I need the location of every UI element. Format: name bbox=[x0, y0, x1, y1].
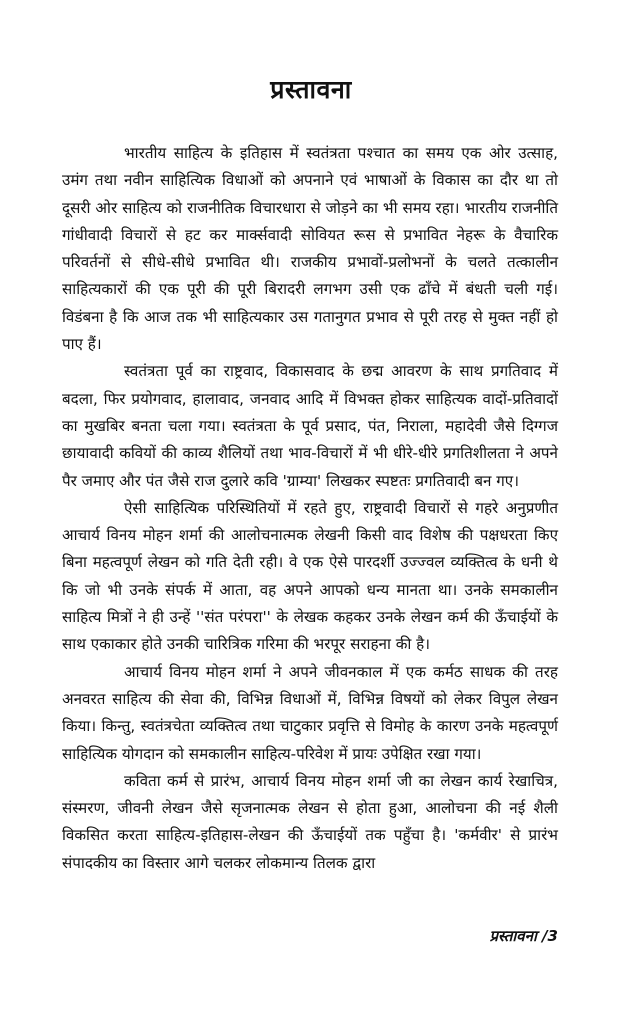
paragraph-2: स्वतंत्रता पूर्व का राष्ट्रवाद, विकासवाद के छद्म आवरण के साथ प्रगतिवाद में बदला, फिर प्रयोगवाद, हालावाद, जनवाद आदि में विभक्त होकर साहित्यक वादों-प्रतिवादों का मुखबिर बनता चला गया। स्वतंत्रता के पूर्व प्रसाद, पंत, निराला, महादेवी जैसे दिग्गज छायावादी कवियों की काव्य शैलियों तथा भाव-विचारों में भी धीरे-धीरे प्रगतिशीलता ने अपने पैर जमाए और पंत जैसे राज दुलारे कवि 'ग्राम्या' लिखकर स्पष्टतः प्रगतिवादी बन गए। bbox=[62, 362, 558, 490]
body-text bbox=[62, 140, 558, 877]
paragraph-4: आचार्य विनय मोहन शर्मा ने अपने जीवनकाल में एक कर्मठ साधक की तरह अनवरत साहित्य की सेवा की, विभिन्न विधाओं में, विभिन्न विषयों को लेकर विपुल लेखन किया। किन्तु, स्वतंत्रचेता व्यक्तित्व तथा चाटुकार प्रवृत्ति से विमोह के कारण उनके महत्वपूर्ण साहित्यिक योगदान को समकालीन साहित्य-परिवेश में प्रायः उपेक्षित रखा गया। bbox=[62, 662, 558, 763]
paragraph-5: कविता कर्म से प्रारंभ, आचार्य विनय मोहन शर्मा जी का लेखन कार्य रेखाचित्र, संस्मरण, जीवनी लेखन जैसे सृजनात्मक लेखन से होता हुआ, आलोचना की नई शैली विकसित करता साहित्य-इतिहास-लेखन की ऊँचाईयों तक पहुँचा है। 'कर्मवीर' से प्रारंभ संपादकीय का विस्तार आगे चलकर लोकमान्य तिलक द्वारा bbox=[62, 771, 558, 872]
page-footer: प्रस्तावना /3 bbox=[489, 927, 558, 945]
paragraph-1: भारतीय साहित्य के इतिहास में स्वतंत्रता पश्चात का समय एक ओर उत्साह, उमंग तथा नवीन साहित्यिक विधाओं को अपनाने एवं भाषाओं के विकास का दौर था तो दूसरी ओर साहित्य को राजनीतिक विचारधारा से जोड़ने का भी समय रहा। भारतीय राजनीति गांधीवादी विचारों से हट कर मार्क्सवादी सोवियत रूस से प्रभावित नेहरू के वैचारिक परिवर्तनों से सीधे-सीधे प्रभावित थी। राजकीय प्रभावों-प्रलोभनों के चलते तत्कालीन साहित्यकारों की एक पूरी की पूरी बिरादरी लगभग उसी एक ढाँचे में बंधती चली गई। विडंबना है कि आज तक भी साहित्यकार उस गतानुगत प्रभाव से पूरी तरह से मुक्त नहीं हो पाए हैं। bbox=[62, 144, 558, 354]
page-title: प्रस्तावना bbox=[270, 75, 352, 104]
paragraph-3: ऐसी साहित्यिक परिस्थितियों में रहते हुए, राष्ट्रवादी विचारों से गहरे अनुप्रणीत आचार्य विनय मोहन शर्मा की आलोचनात्मक लेखनी किसी वाद विशेष की पक्षधरता किए बिना महत्वपूर्ण लेखन को गति देती रही। वे एक ऐसे पारदर्शी उज्ज्वल व्यक्तित्व के धनी थे कि जो भी उनके संपर्क में आता, वह अपने आपको धन्य मानता था। उनके समकालीन साहित्य मित्रों ने ही उन्हें ''संत परंपरा'' के लेखक कहकर उनके लेखन कर्म की ऊँचाईयों के साथ एकाकार होते उनकी चारित्रिक गरिमा की भरपूर सराहना की है। bbox=[62, 498, 558, 654]
